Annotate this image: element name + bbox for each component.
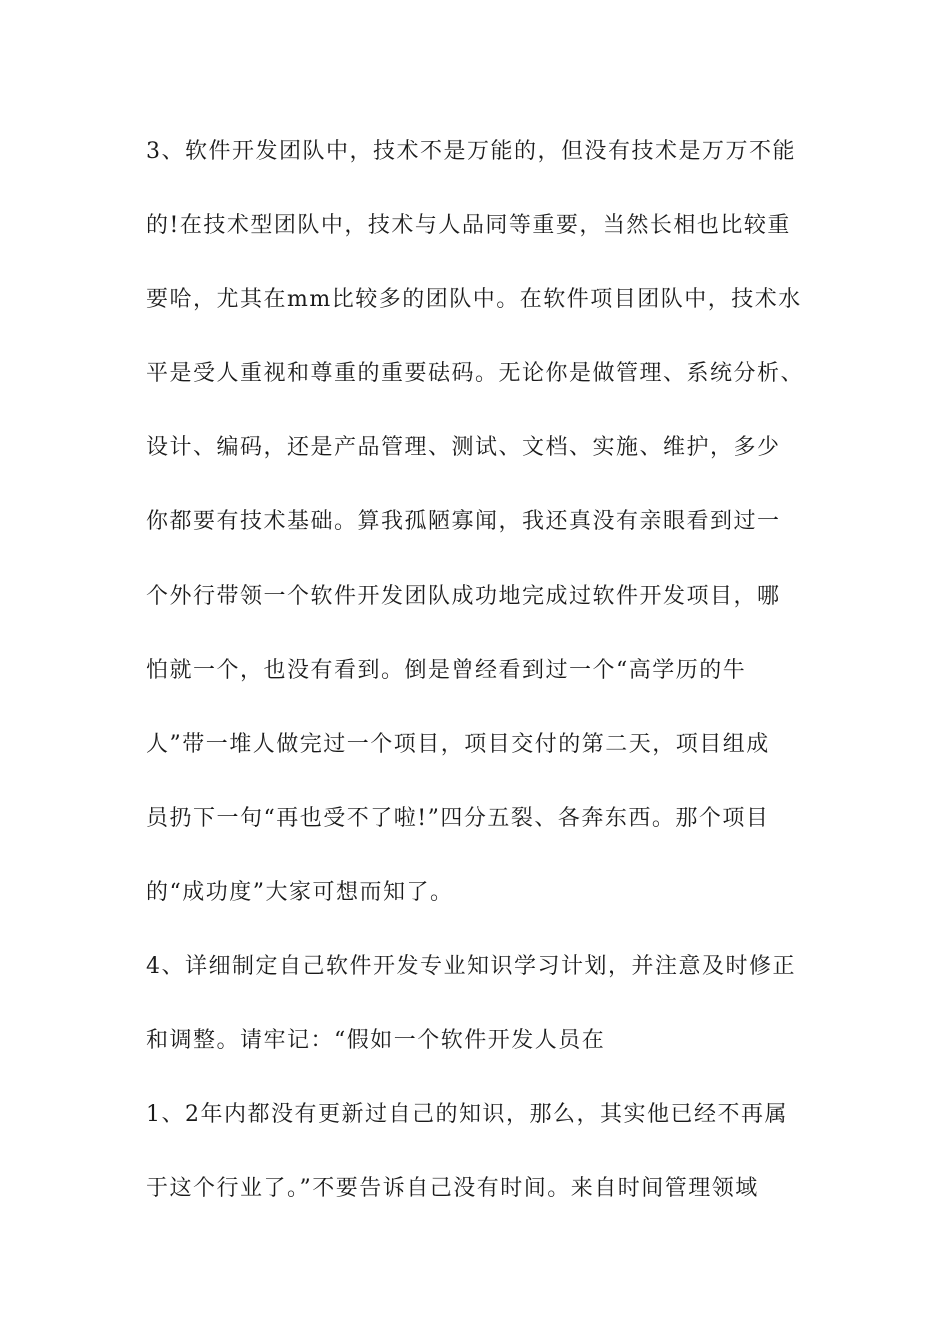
text-line: 你都要有技术基础。算我孤陋寡闻，我还真没有亲眼看到过一 [146, 509, 781, 534]
text-line: 和调整。请牢记：“假如一个软件开发人员在 [146, 1028, 606, 1053]
text-line: 要哈，尤其在mm比较多的团队中。在软件项目团队中，技术水 [146, 287, 802, 312]
text-line: 1、2年内都没有更新过自己的知识，那么，其实他已经不再属 [146, 1102, 788, 1127]
text-line: 3、软件开发团队中，技术不是万能的，但没有技术是万万不能 [146, 139, 796, 164]
text-line: 员扔下一句“再也受不了啦!”四分五裂、各奔东西。那个项目 [146, 806, 770, 831]
text-line: 于这个行业了。”不要告诉自己没有时间。来自时间管理领域 [146, 1176, 759, 1201]
text-line: 4、详细制定自己软件开发专业知识学习计划，并注意及时修正 [146, 954, 796, 979]
text-line: 的!在技术型团队中，技术与人品同等重要，当然长相也比较重 [146, 213, 791, 238]
text-line: 怕就一个，也没有看到。倒是曾经看到过一个“高学历的牛 [146, 658, 747, 683]
text-line: 平是受人重视和尊重的重要砝码。无论你是做管理、系统分析、 [146, 361, 805, 386]
text-line: 的“成功度”大家可想而知了。 [146, 880, 454, 905]
text-line: 个外行带领一个软件开发团队成功地完成过软件开发项目，哪 [146, 584, 781, 609]
text-line: 人”带一堆人做完过一个项目，项目交付的第二天，项目组成 [146, 732, 770, 757]
text-line: 设计、编码，还是产品管理、测试、文档、实施、维护，多少 [146, 435, 781, 460]
